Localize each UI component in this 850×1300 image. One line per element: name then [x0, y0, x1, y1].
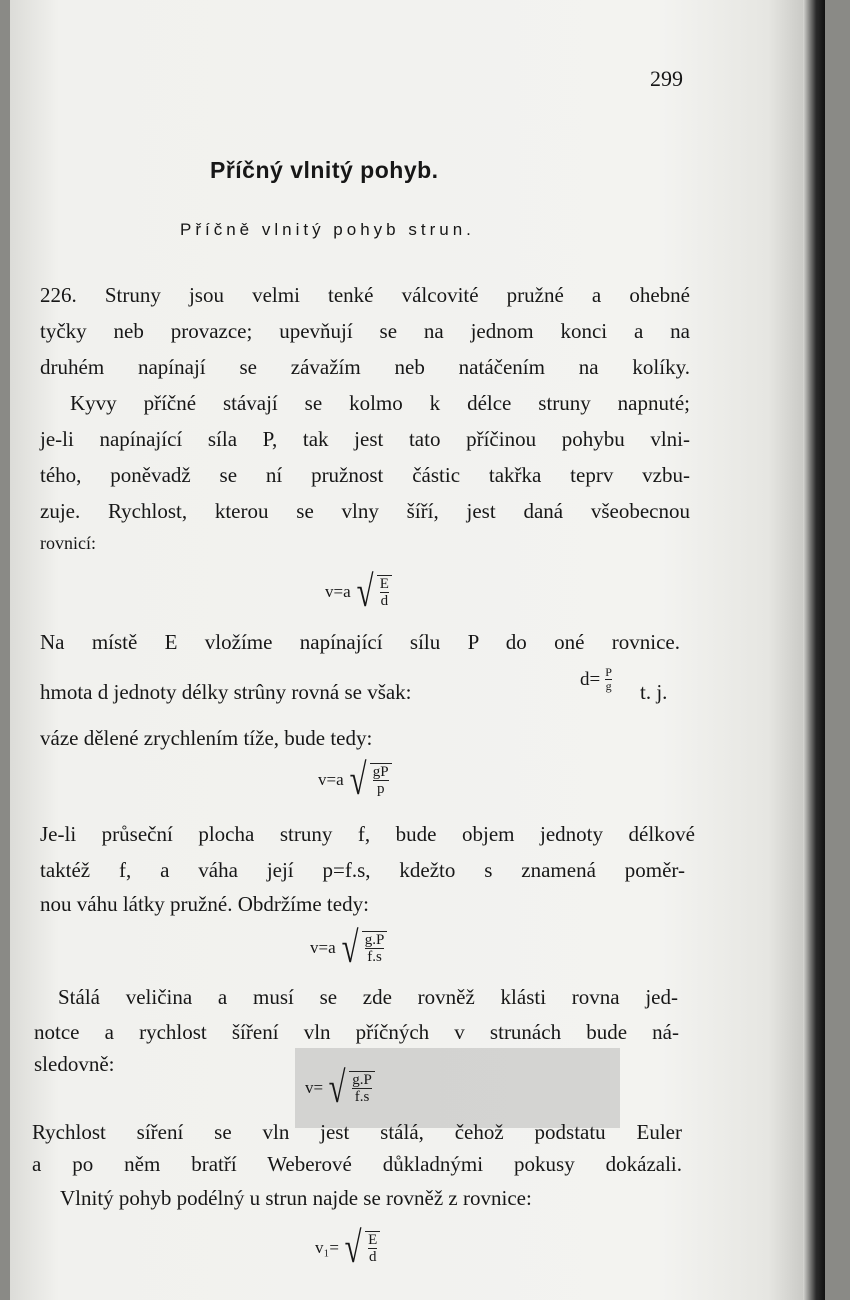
- text-line: sledovně:: [34, 1052, 115, 1076]
- page-number: 299: [650, 66, 683, 91]
- fraction: [377, 575, 392, 609]
- text-line: rovnicí:: [40, 533, 96, 553]
- text-line: Je-li průseční plocha struny f, bude objem jednoty délkové: [40, 822, 695, 846]
- numerator: g.P: [364, 932, 385, 948]
- numerator: gP: [372, 764, 389, 780]
- text-line: Rychlost síření se vln jest stálá, čehož podstatu Euler: [32, 1120, 682, 1144]
- numerator: E: [379, 576, 389, 592]
- text-line: druhém napínají se závažím neb natáčením na kolíky.: [40, 355, 690, 379]
- formula-lhs: v=a: [310, 938, 336, 957]
- denominator: g: [605, 679, 612, 693]
- fraction: [602, 666, 615, 693]
- sqrt-sign: √: [349, 755, 367, 804]
- numerator: g.P: [352, 1072, 372, 1088]
- page-gutter: [803, 0, 825, 1300]
- text-line: váze dělené zrychlením tíže, bude tedy:: [40, 726, 373, 750]
- sqrt-sign: √: [341, 923, 359, 972]
- text-line: Vlnitý pohyb podélný u strun najde se rovněž z rovnice:: [60, 1186, 532, 1210]
- fraction: [349, 1071, 375, 1105]
- sqrt-sign: √: [328, 1063, 346, 1112]
- text-line: a po něm bratří Weberové důkladnými pokusy dokázali.: [32, 1152, 682, 1176]
- fraction: [365, 1231, 380, 1265]
- formula-velocity-longitudinal: [315, 1223, 380, 1272]
- book-page: [10, 0, 825, 1300]
- formula-lhs: d=: [580, 668, 601, 690]
- sqrt-sign: √: [344, 1223, 362, 1272]
- denominator: p: [376, 781, 385, 797]
- formula-mass-inline: [580, 666, 615, 693]
- formula-lhs: v=: [305, 1078, 324, 1097]
- denominator: d: [380, 593, 389, 609]
- text-line: tyčky neb provazce; upevňují se na jednom konci a na: [40, 319, 690, 343]
- formula-velocity-tension: [318, 755, 392, 804]
- formula-lhs: v=a: [318, 770, 344, 789]
- denominator: d: [369, 1249, 377, 1265]
- text-line: t. j.: [640, 680, 668, 704]
- text-line: Stálá veličina a musí se zde rovněž klásti rovna jed-: [58, 985, 678, 1009]
- text-line: zuje. Rychlost, kterou se vlny šíří, jest daná všeobecnou: [40, 499, 690, 523]
- text-line: taktéž f, a váha její p=f.s, kdežto s znamená poměr-: [40, 858, 685, 882]
- section-subtitle: Příčně vlnitý pohyb strun.: [180, 220, 475, 239]
- text-line: je-li napínající síla P, tak jest tato příčinou pohybu vlni-: [40, 427, 690, 451]
- formula-velocity-final: [305, 1063, 375, 1112]
- formula-lhs: v=a: [325, 582, 351, 601]
- text-line: notce a rychlost šíření vln příčných v strunách bude ná-: [34, 1020, 679, 1044]
- numerator: P: [605, 665, 612, 679]
- chapter-title: Příčný vlnitý pohyb.: [210, 157, 439, 183]
- numerator: E: [368, 1232, 378, 1248]
- text-line: hmota d jednoty délky strûny rovná se však:: [40, 680, 412, 704]
- fraction: [362, 931, 388, 965]
- text-line: Na místě E vložíme napínající sílu P do oné rovnice.: [40, 630, 680, 654]
- denominator: f.s: [367, 949, 382, 965]
- formula-velocity-density: [310, 923, 387, 972]
- text-line: 226. Struny jsou velmi tenké válcovité pružné a ohebné: [40, 283, 690, 307]
- denominator: f.s: [354, 1089, 370, 1105]
- sqrt-sign: √: [356, 567, 374, 616]
- formula-velocity-general: [325, 567, 392, 616]
- text-line: nou váhu látky pružné. Obdržíme tedy:: [40, 892, 369, 916]
- fraction: [370, 763, 392, 797]
- formula-lhs: v₁=: [315, 1238, 340, 1257]
- text-line: Kyvy příčné stávají se kolmo k délce struny napnuté;: [70, 391, 690, 415]
- text-line: tého, poněvadž se ní pružnost částic takřka teprv vzbu-: [40, 463, 690, 487]
